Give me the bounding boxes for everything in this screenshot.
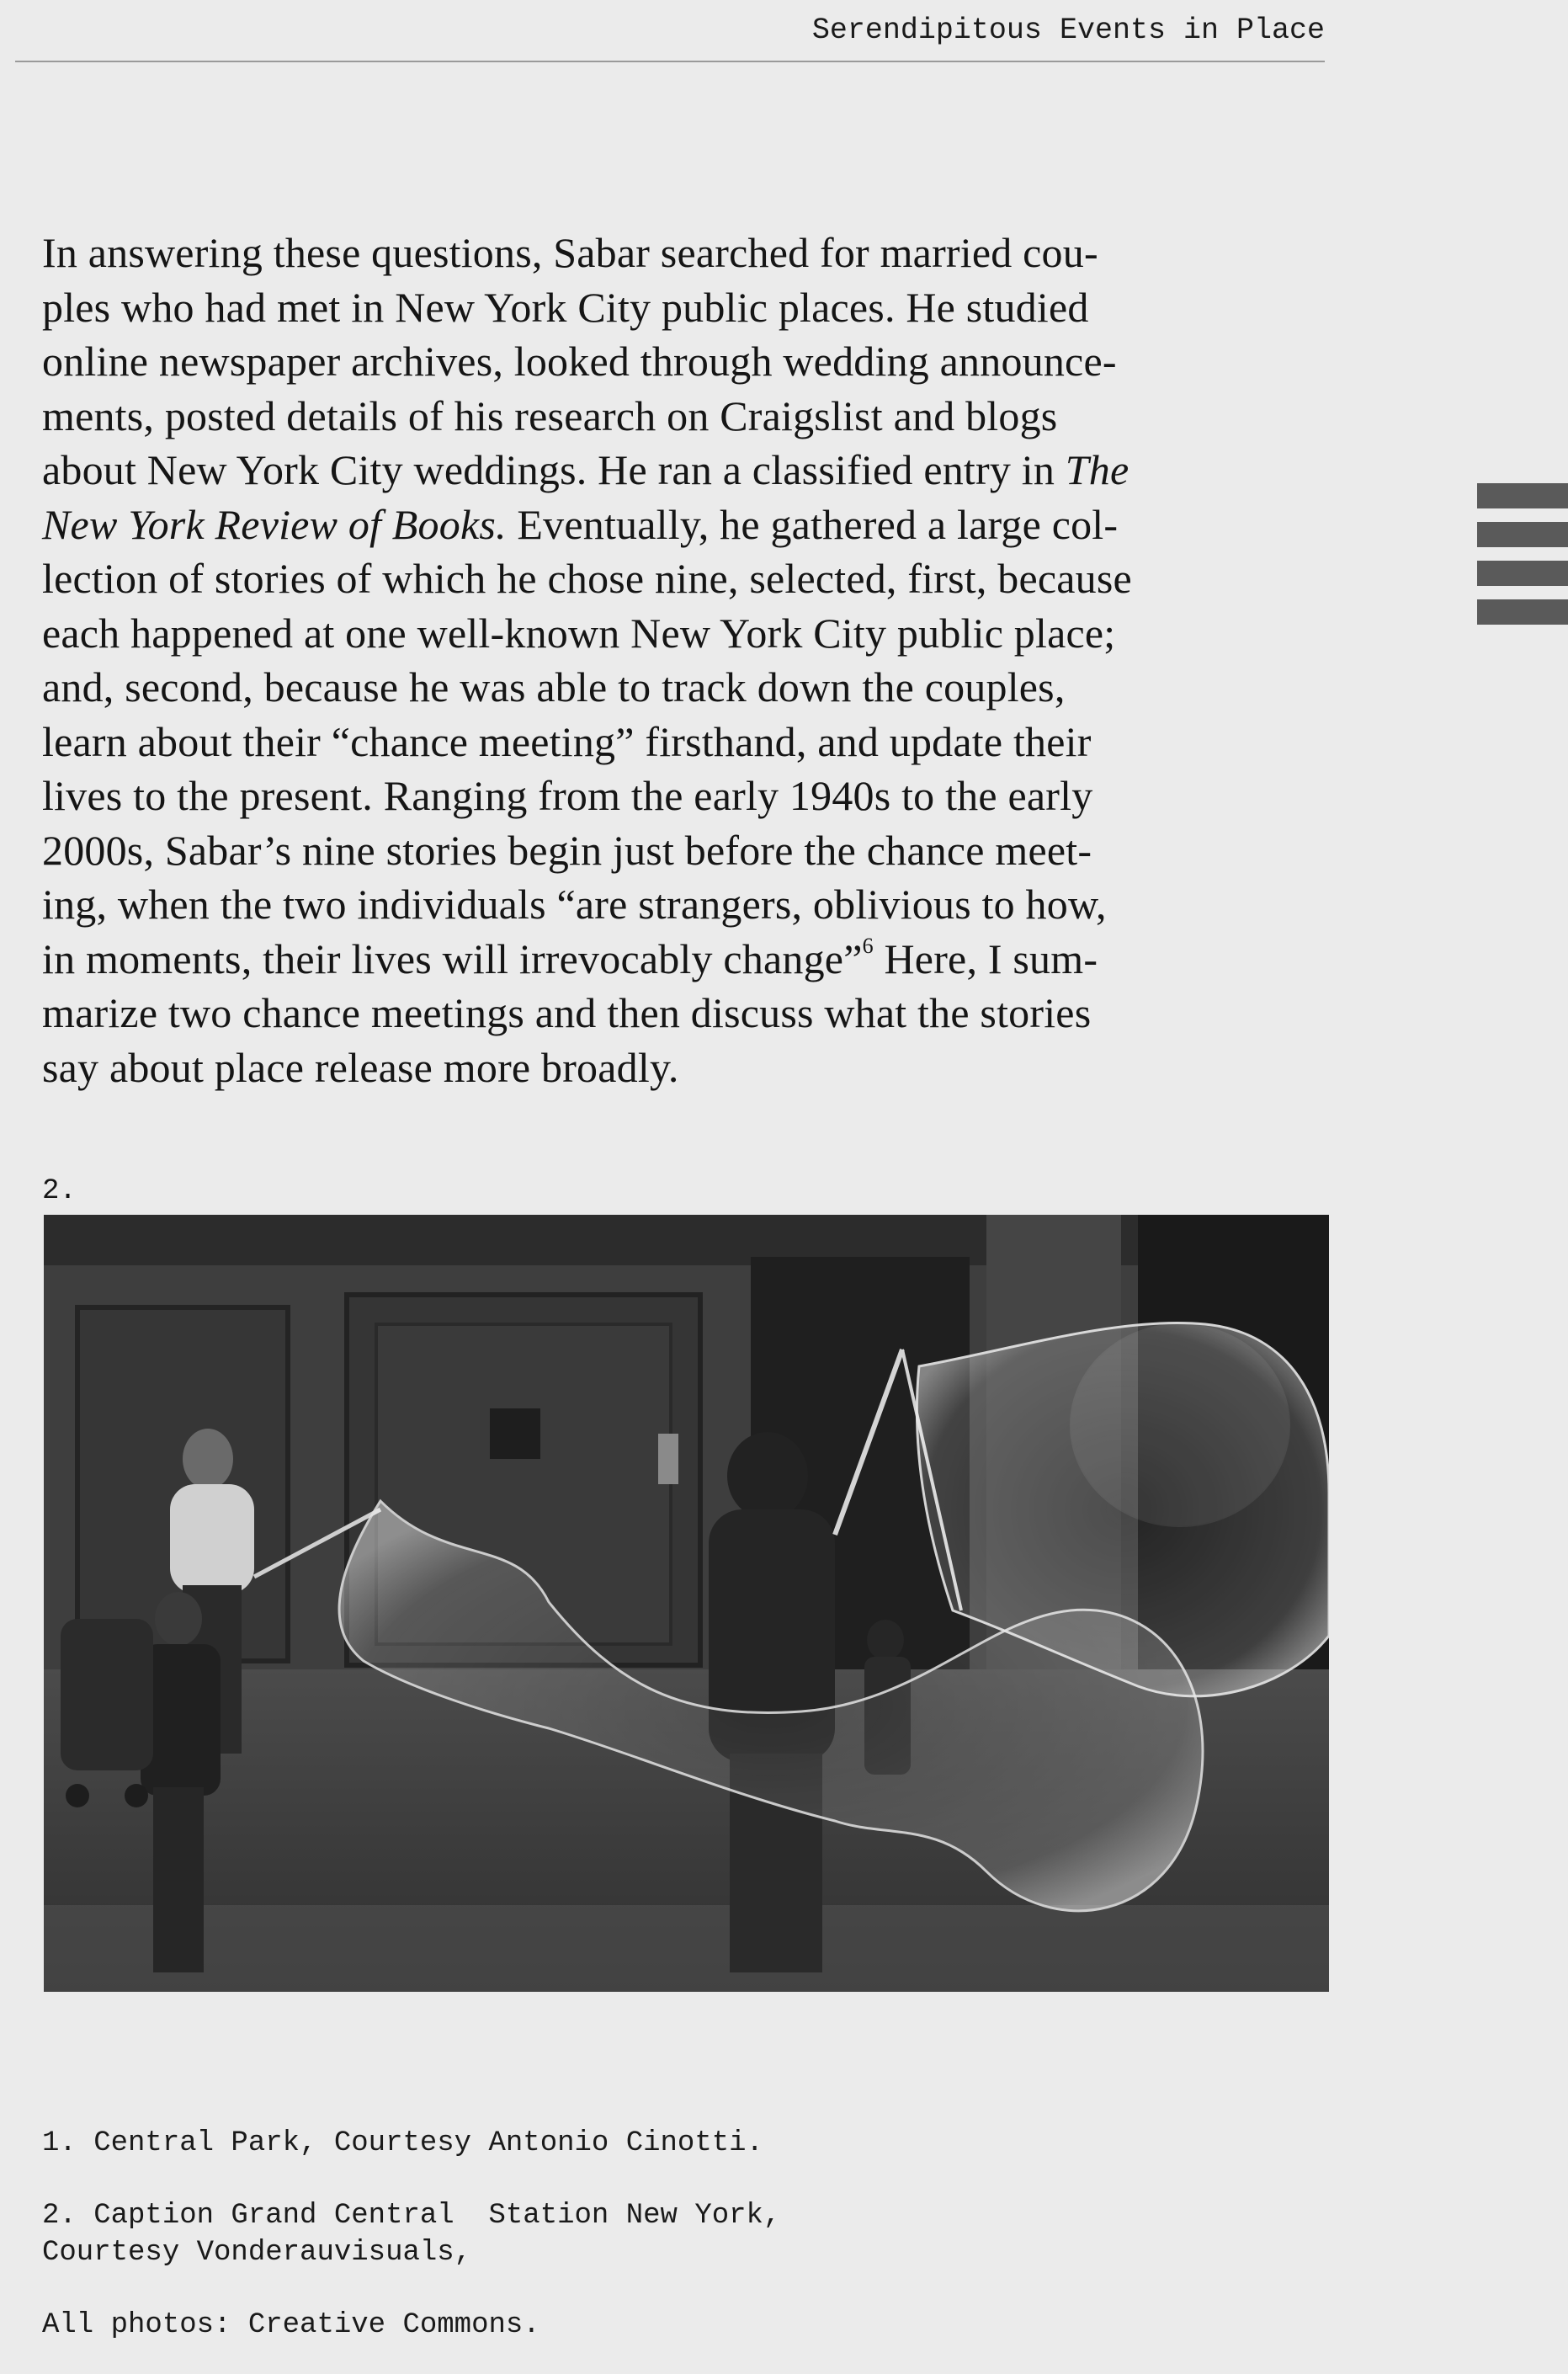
text-segment: Here, I sum-: [884, 934, 1098, 982]
text-line: each happened at one well-known New York City public place;: [42, 609, 1116, 657]
text-line: learn about their “chance meeting” firsthand, and update their: [42, 717, 1092, 765]
footnote-ref: 6: [862, 933, 874, 958]
running-head: Serendipitous Events in Place: [811, 13, 1325, 47]
caption-credits: All photos: Creative Commons.: [42, 2309, 540, 2341]
figure-photo: [44, 1215, 1329, 1992]
page-header: [15, 0, 1325, 62]
tab-bar: [1477, 561, 1568, 586]
tab-bar: [1477, 599, 1568, 625]
text-line: online newspaper archives, looked through wedding announce-: [42, 338, 1117, 385]
caption-2: [42, 2197, 780, 2271]
text-line: lives to the present. Ranging from the early 1940s to the early: [42, 772, 1093, 819]
photo-bubbles-scene: [44, 1215, 1329, 1992]
text-line: ments, posted details of his research on Craigslist and blogs: [42, 391, 1058, 439]
italic-title: New York Review of Books.: [42, 500, 507, 548]
text-segment: Eventually, he gathered a large col-: [517, 500, 1119, 548]
text-line: lection of stories of which he chose nine, selected, first, because: [42, 555, 1132, 602]
page-edge-tab: [1477, 483, 1568, 663]
text-line: and, second, because he was able to track down the couples,: [42, 663, 1066, 711]
tab-bar: [1477, 483, 1568, 508]
text-line: ples who had met in New York City public places. He studied: [42, 283, 1089, 331]
text-segment: in moments, their lives will irrevocably change”: [42, 934, 863, 982]
caption-1: 1. Central Park, Courtesy Antonio Cinotti.: [42, 2127, 763, 2159]
text-line: say about place release more broadly.: [42, 1043, 679, 1091]
figure-captions: [42, 2125, 780, 2344]
text-line: [42, 443, 1326, 498]
text-line: [42, 932, 1326, 987]
tab-bar: [1477, 522, 1568, 547]
body-paragraph: [42, 226, 1326, 1094]
text-line: 2000s, Sabar’s nine stories begin just before the chance meet-: [42, 826, 1092, 874]
italic-title: The: [1065, 446, 1129, 493]
caption-2-line2: Courtesy Vonderauvisuals,: [42, 2237, 472, 2269]
text-line: marize two chance meetings and then discuss what the stories: [42, 989, 1092, 1036]
text-line: [42, 498, 1326, 552]
text-line: In answering these questions, Sabar searched for married cou-: [42, 229, 1098, 276]
figure-label: 2.: [42, 1175, 77, 1207]
caption-2-line1: 2. Caption Grand Central Station New York,: [42, 2200, 781, 2232]
text-line: ing, when the two individuals “are strangers, oblivious to how,: [42, 881, 1107, 928]
text-segment: about New York City weddings. He ran a classified entry in: [42, 446, 1055, 493]
